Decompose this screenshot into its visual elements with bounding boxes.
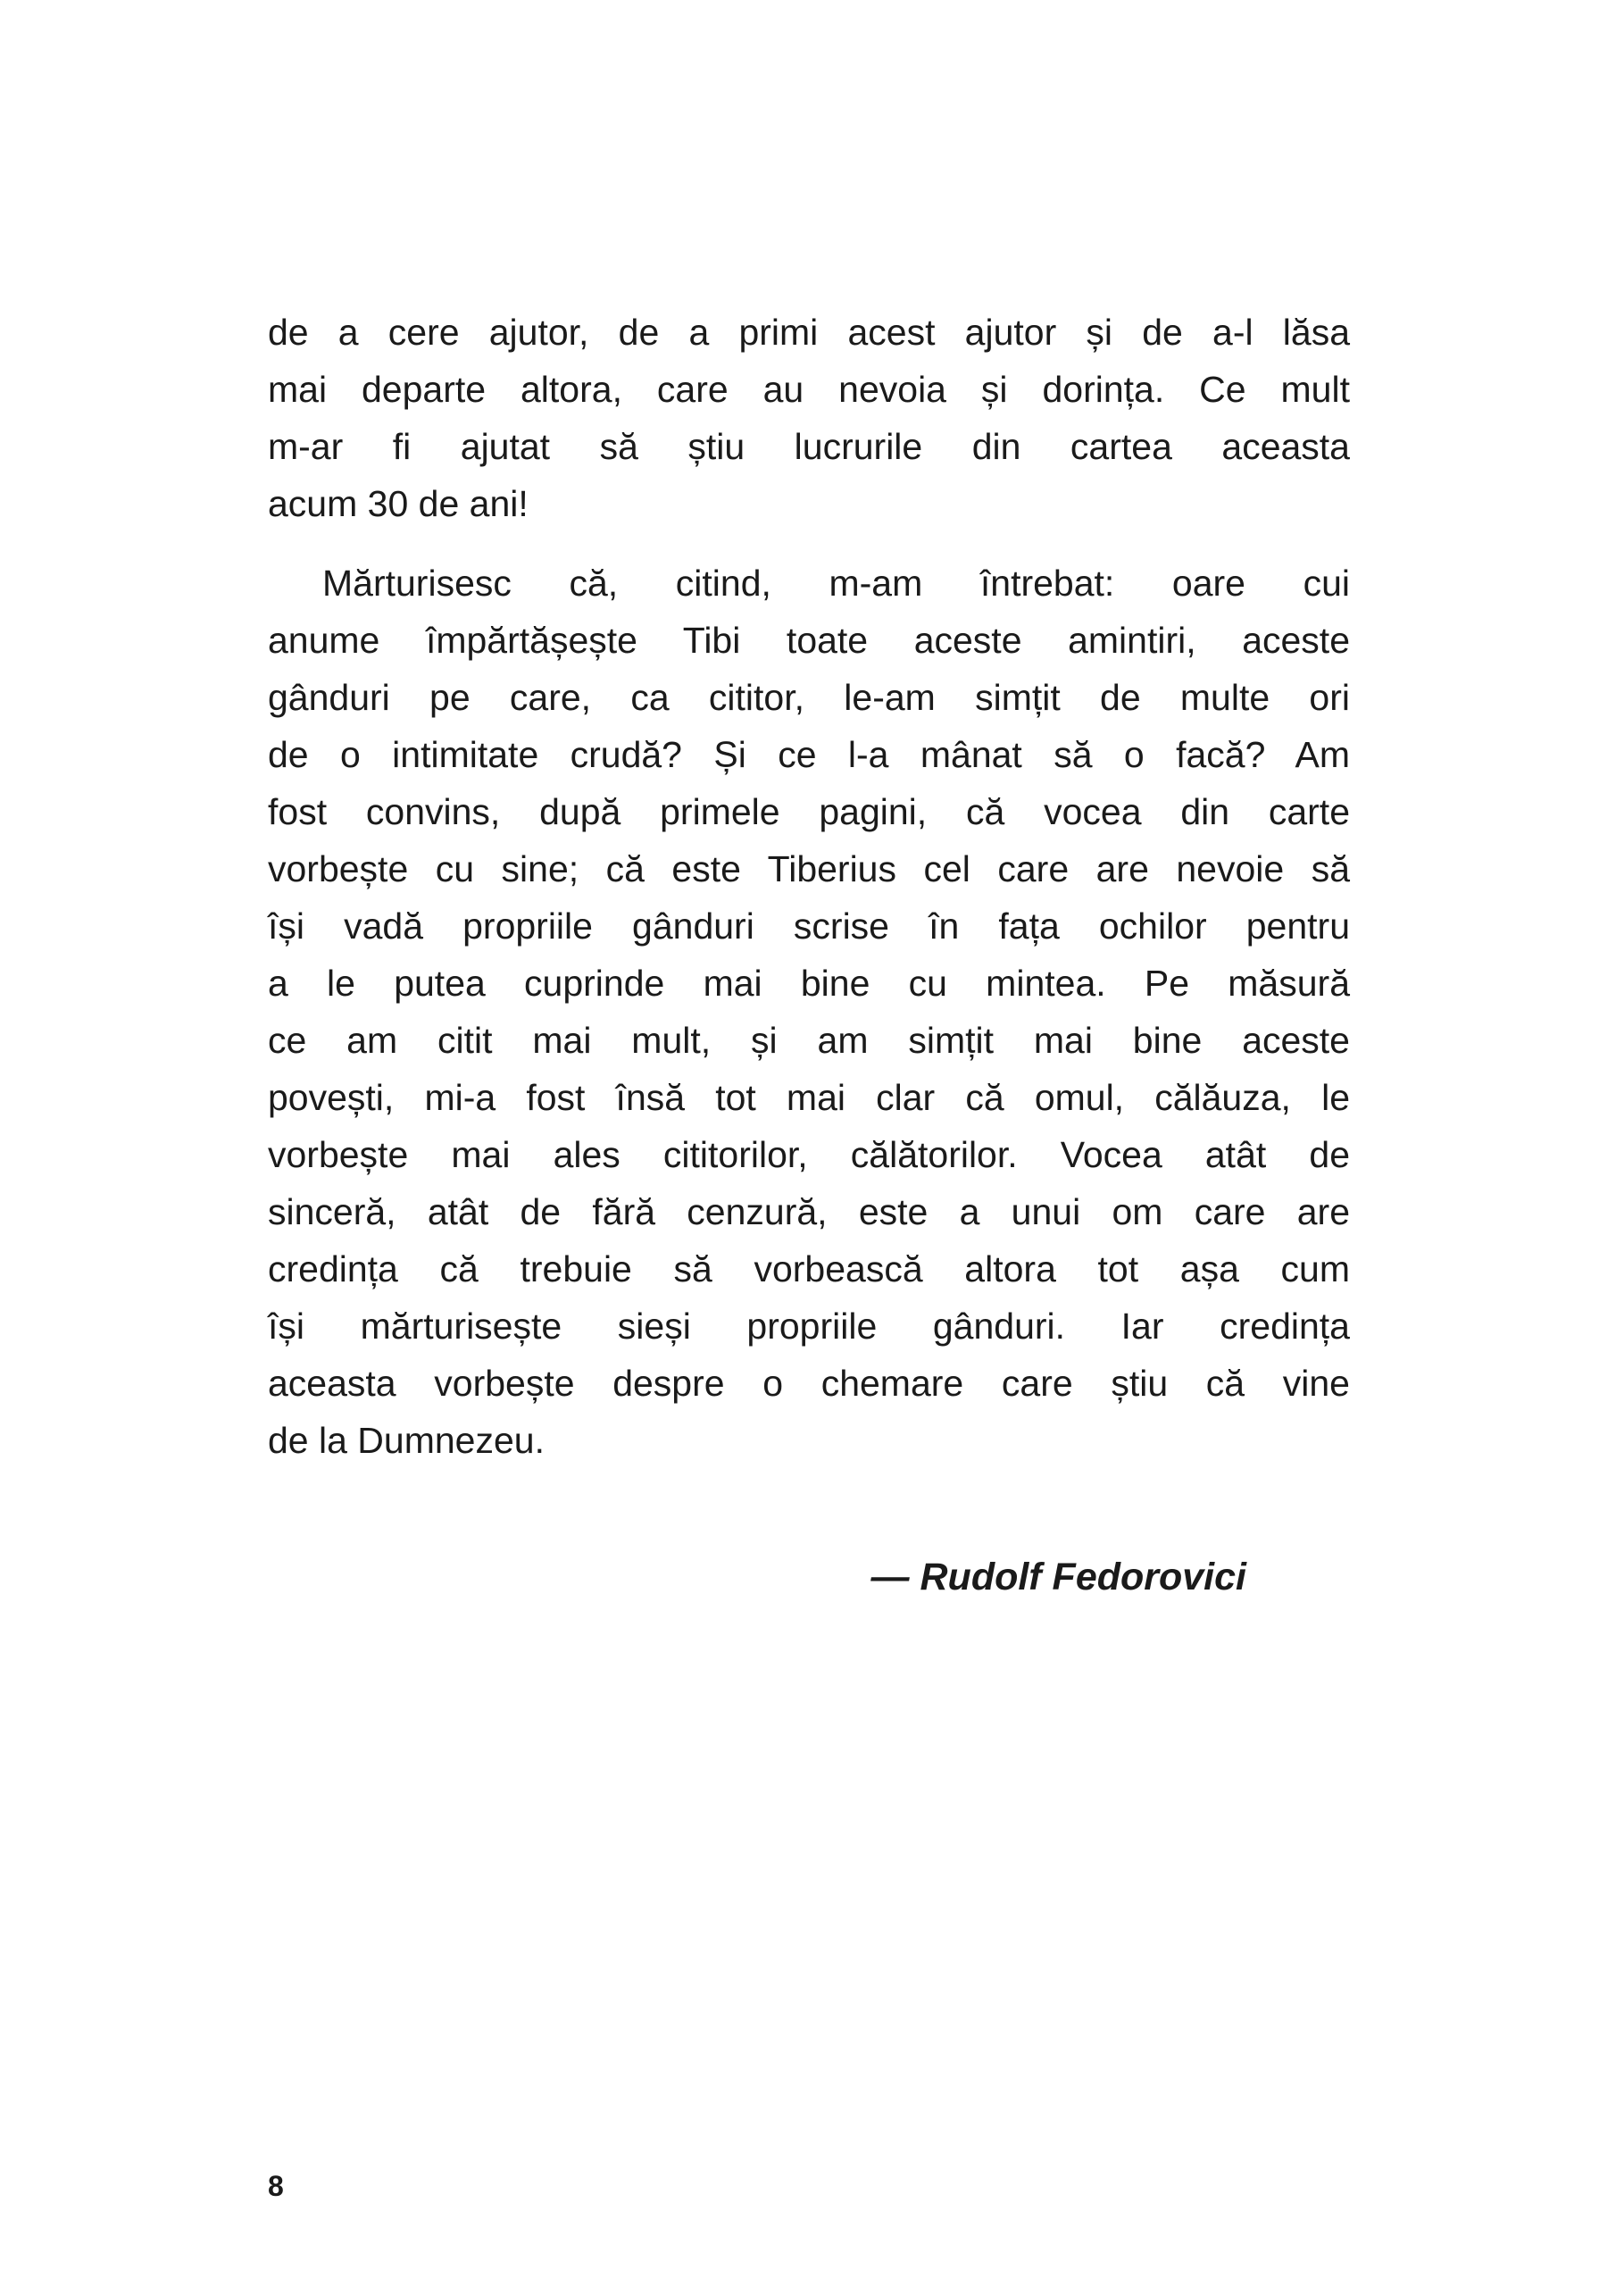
text-line: își vadă propriile gânduri scrise în fața ochilor pentru (268, 905, 1350, 947)
text-line: anume împărtășește Tibi toate aceste amintiri, aceste (268, 620, 1350, 661)
page-number: 8 (268, 2170, 284, 2202)
text-line: aceasta vorbește despre o chemare care știu că vine (268, 1363, 1350, 1404)
text-line: de la Dumnezeu. (268, 1420, 545, 1461)
text-line: vorbește cu sine; că este Tiberius cel care are nevoie să (268, 848, 1350, 889)
text-line: își mărturisește sieși propriile gânduri. Iar credința (268, 1306, 1350, 1347)
text-line: vorbește mai ales cititorilor, călătorilor. Vocea atât de (268, 1134, 1350, 1175)
text-line: a le putea cuprinde mai bine cu mintea. Pe măsură (268, 963, 1350, 1004)
text-line: mai departe altora, care au nevoia și dorința. Ce mult (268, 369, 1350, 410)
text-line: de o intimitate crudă? Și ce l-a mânat să o facă? Am (268, 734, 1350, 775)
text-line: povești, mi-a fost însă tot mai clar că omul, călăuza, le (268, 1077, 1350, 1118)
text-line: gânduri pe care, ca cititor, le-am simțit de multe ori (268, 677, 1350, 718)
text-line: ce am citit mai mult, și am simțit mai bine aceste (268, 1020, 1350, 1061)
paragraph (268, 555, 1350, 1469)
text-line: acum 30 de ani! (268, 483, 529, 524)
text-line: m-ar fi ajutat să știu lucrurile din cartea aceasta (268, 426, 1350, 467)
signature: — Rudolf Fedorovici (870, 1556, 1246, 1598)
text-line: credința că trebuie să vorbească altora tot așa cum (268, 1248, 1350, 1289)
body-text (268, 304, 1350, 1491)
text-line: de a cere ajutor, de a primi acest ajutor și de a-l lăsa (268, 312, 1350, 353)
paragraph (268, 304, 1350, 532)
text-line: Mărturisesc că, citind, m-am întrebat: oare cui (322, 563, 1350, 604)
text-line: sinceră, atât de fără cenzură, este a unui om care are (268, 1191, 1350, 1232)
text-line: fost convins, după primele pagini, că vocea din carte (268, 791, 1350, 832)
